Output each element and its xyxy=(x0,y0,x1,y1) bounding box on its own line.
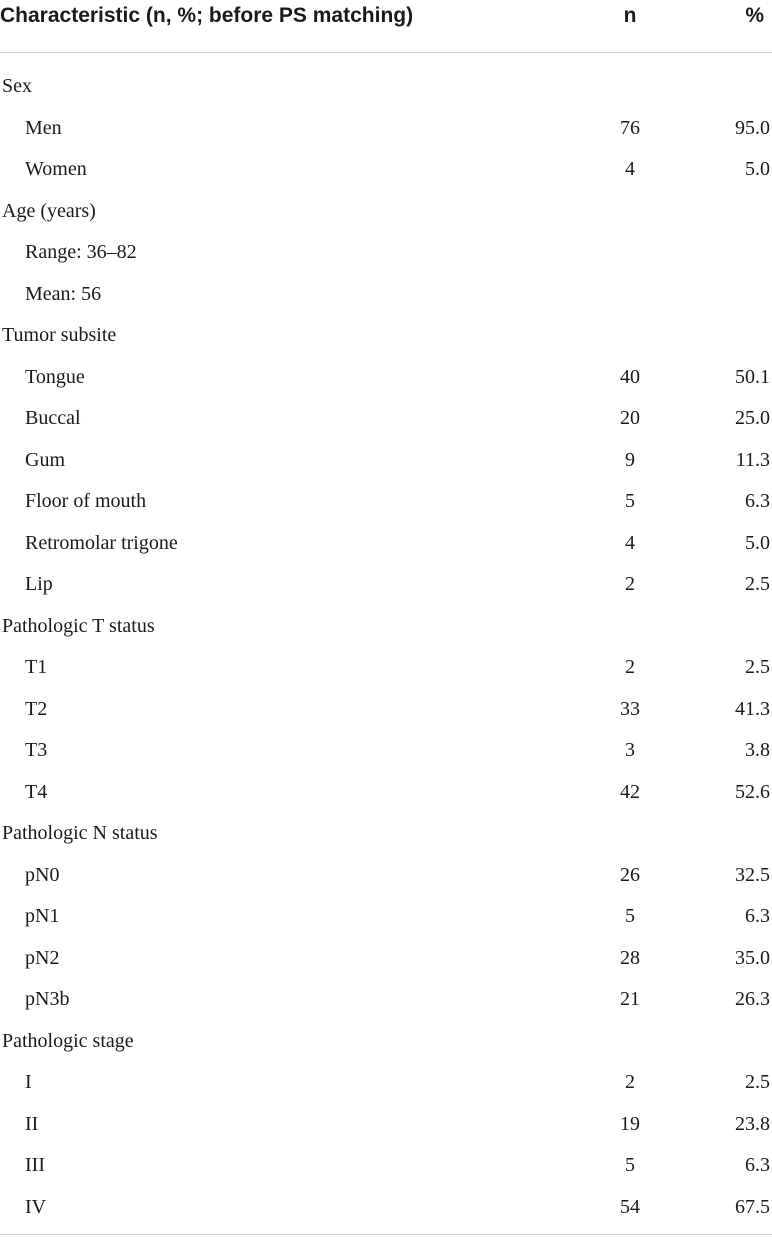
table-row xyxy=(0,275,772,317)
row-n: 5 xyxy=(625,490,635,512)
row-n: 42 xyxy=(620,780,640,803)
category-row xyxy=(0,192,772,234)
row-percent: 32.5 xyxy=(735,863,770,886)
table-row xyxy=(0,980,772,1022)
row-percent: 5.0 xyxy=(745,158,770,180)
row-label: pN2 xyxy=(25,946,60,969)
row-label: II xyxy=(25,1112,39,1135)
category-row xyxy=(0,1022,772,1064)
row-label: Pathologic N status xyxy=(2,822,158,844)
row-label: T4 xyxy=(25,780,48,803)
row-label: I xyxy=(25,1071,32,1093)
row-n: 3 xyxy=(625,739,635,761)
row-percent: 52.6 xyxy=(735,780,770,803)
row-percent: 5.0 xyxy=(745,531,770,554)
row-n: 2 xyxy=(625,656,635,678)
row-n: 9 xyxy=(625,448,635,471)
row-percent: 25.0 xyxy=(735,407,770,429)
table-row xyxy=(0,1105,772,1147)
table-row xyxy=(0,856,772,898)
row-label: Men xyxy=(25,116,62,139)
row-label: Age (years) xyxy=(2,199,96,222)
header-n: n xyxy=(623,4,637,27)
table-body xyxy=(0,53,772,1229)
row-percent: 6.3 xyxy=(745,490,770,512)
table-row xyxy=(0,648,772,690)
row-label: Gum xyxy=(25,448,65,471)
row-label: pN0 xyxy=(25,863,60,886)
row-percent: 2.5 xyxy=(745,573,770,595)
table-header xyxy=(0,0,772,53)
row-percent: 23.8 xyxy=(735,1112,770,1135)
row-percent: 11.3 xyxy=(735,448,770,471)
table-row xyxy=(0,1188,772,1230)
row-label: Tumor subsite xyxy=(2,324,117,346)
row-label: Women xyxy=(25,158,87,180)
row-n: 2 xyxy=(625,573,635,595)
row-label: Tongue xyxy=(25,365,85,388)
row-label: Floor of mouth xyxy=(25,490,147,512)
row-n: 20 xyxy=(620,407,640,429)
row-percent: 2.5 xyxy=(745,656,770,678)
row-percent: 35.0 xyxy=(735,946,770,969)
table-row xyxy=(0,1146,772,1188)
header-percent: % xyxy=(745,4,764,27)
table-row xyxy=(0,690,772,732)
row-percent: 41.3 xyxy=(735,697,770,720)
category-row xyxy=(0,814,772,856)
row-n: 4 xyxy=(625,531,635,554)
table-row xyxy=(0,524,772,566)
row-percent: 50.1 xyxy=(735,365,770,388)
row-n: 5 xyxy=(625,905,635,927)
row-n: 19 xyxy=(620,1112,640,1135)
row-label: T3 xyxy=(25,739,48,761)
row-label: Buccal xyxy=(25,407,81,429)
table-row xyxy=(0,565,772,607)
row-n: 21 xyxy=(620,988,640,1010)
table-row xyxy=(0,482,772,524)
row-percent: 2.5 xyxy=(745,1071,770,1093)
table-row xyxy=(0,109,772,151)
table-row xyxy=(0,773,772,815)
table-row xyxy=(0,399,772,441)
table-row xyxy=(0,939,772,981)
category-row xyxy=(0,607,772,649)
table-row xyxy=(0,897,772,939)
row-n: 33 xyxy=(620,697,640,720)
row-percent: 95.0 xyxy=(735,116,770,139)
row-label: III xyxy=(25,1154,45,1176)
category-row xyxy=(0,67,772,109)
row-label: Sex xyxy=(2,75,32,97)
row-n: 54 xyxy=(620,1195,640,1218)
category-row xyxy=(0,316,772,358)
row-n: 40 xyxy=(620,365,640,388)
table-row xyxy=(0,1063,772,1105)
row-percent: 67.5 xyxy=(735,1195,770,1218)
row-n: 2 xyxy=(625,1071,635,1093)
table-row xyxy=(0,441,772,483)
row-label: pN1 xyxy=(25,905,60,927)
row-label: T1 xyxy=(25,656,48,678)
row-n: 5 xyxy=(625,1154,635,1176)
row-label: T2 xyxy=(25,697,48,720)
row-n: 76 xyxy=(620,116,640,139)
bottom-rule xyxy=(0,1234,772,1235)
row-percent: 6.3 xyxy=(745,1154,770,1176)
row-label: Retromolar trigone xyxy=(25,531,178,554)
header-characteristic: Characteristic (n, %; before PS matching) xyxy=(0,4,414,27)
row-label: Range: 36–82 xyxy=(25,241,137,263)
row-percent: 6.3 xyxy=(745,905,770,927)
table-row xyxy=(0,233,772,275)
row-label: Mean: 56 xyxy=(25,282,102,305)
row-n: 4 xyxy=(625,158,635,180)
row-label: IV xyxy=(25,1195,47,1218)
row-n: 26 xyxy=(620,863,640,886)
row-label: Pathologic T status xyxy=(2,614,155,637)
table-row xyxy=(0,358,772,400)
row-label: Pathologic stage xyxy=(2,1029,134,1052)
row-n: 28 xyxy=(620,946,640,969)
table-row xyxy=(0,150,772,192)
row-label: pN3b xyxy=(25,988,70,1010)
row-percent: 3.8 xyxy=(745,739,770,761)
row-label: Lip xyxy=(25,573,53,595)
row-percent: 26.3 xyxy=(735,988,770,1010)
table-row xyxy=(0,731,772,773)
